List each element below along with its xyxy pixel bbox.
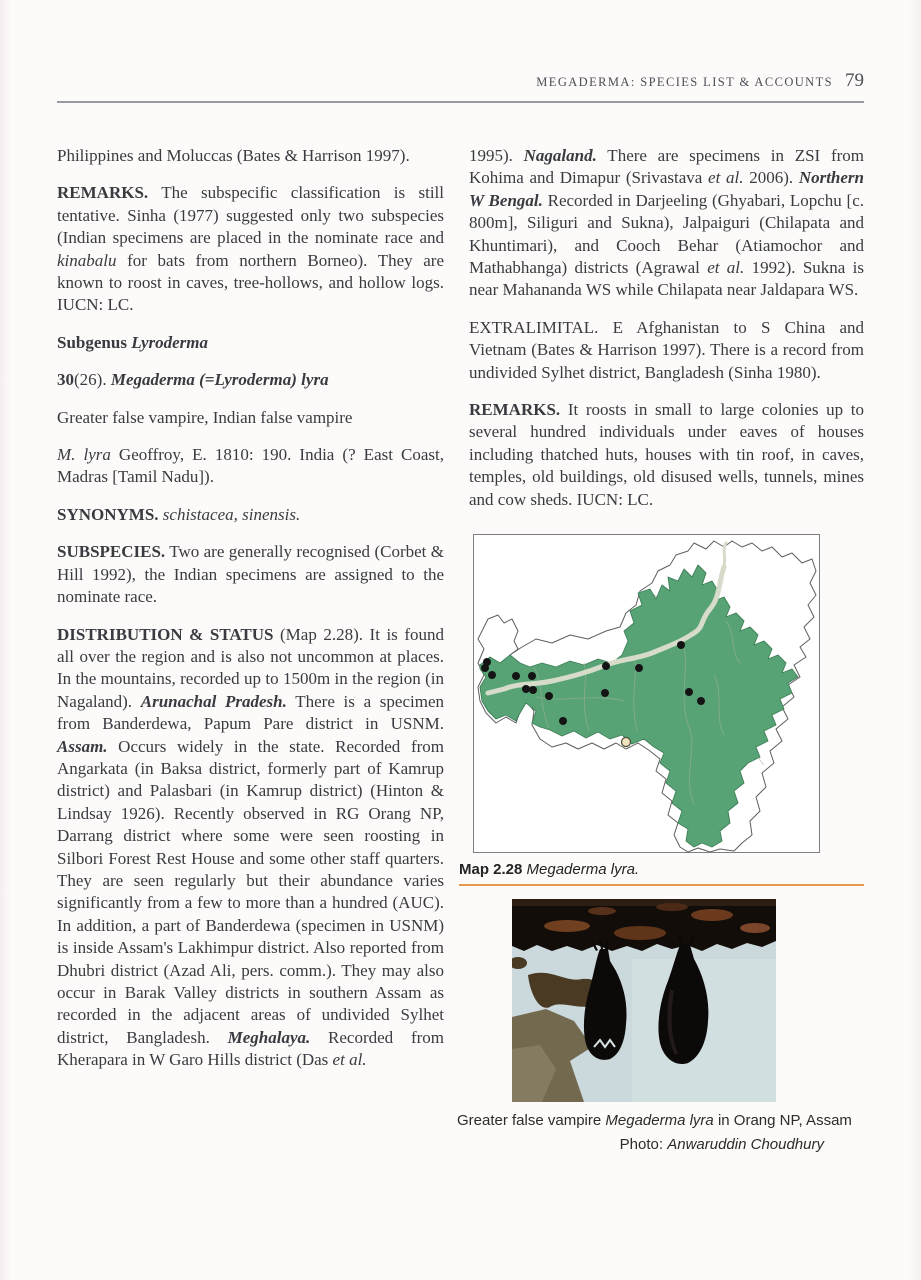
photo-caption: Greater false vampire Megaderma lyra in Orang NP, Assam [457,1112,852,1130]
species-heading: 30(26). Megaderma (=Lyroderma) lyra [57,370,329,390]
paragraph-nagaland-wbengal: 1995). Nagaland. There are specimens in ZSI from Kohima and Dimapur (Srivastava et al. 2006). Northern W Bengal. Recorded in Darjeeling (Ghyabari, Lopchu [c. 800m], Siliguri and Sukna), Jalpaiguri (Chilapata and Khuntimari), and Cooch Behar (Atiamochor and Mathabhanga) districts (Agrawal et al. 1992). Sukna is near Mahananda WS while Chilapata near Jaldapara WS. [469,146,865,300]
map-caption: Map 2.28 Megaderma lyra. [459,861,640,879]
record-dot [602,662,610,670]
text-columns [0,103,921,1153]
record-dot [677,641,685,649]
record-dot [685,688,693,696]
record-dot [488,671,496,679]
record-dot [635,664,643,672]
record-dot [545,692,553,700]
record-dot [697,697,705,705]
map-figure [459,534,864,886]
record-dot [529,686,537,694]
page-number: 79 [845,70,864,91]
map-svg [474,535,819,852]
photo-svg [512,899,776,1102]
record-dot [528,672,536,680]
paragraph-distribution-status: DISTRIBUTION & STATUS (Map 2.28). It is found all over the region and is also not uncommon at places. In the mountains, recorded up to 1500m in the region (in Nagaland). Arunachal Pradesh. There is a specimen from Banderdewa, Papum Pare district in USNM. Assam. Occurs widely in the state. Recorded from Angarkata (in Baksa district, formerly part of Kamrup district) and Palasbari (in Kamrup district) (Hinton & Lindsay 1926). Recently observed in RG Orang NP, Darrang district where some were seen roosting in Silbori Forest Rest House and some other staff quarters. They are seen regularly but their abundance varies significantly from a few to more than a hundred (AUC). In addition, a part of Banderdewa (specimen in USNM) is inside Assam's Lakhimpur district. Also reported from Dhubri district (Azad Ali, pers. comm.). They may also occur in Barak Valley districts in southern Assam as recorded in the adjacent areas of undivided Sylhet district, Bangladesh. Meghalaya. Recorded from Kherapara in W Garo Hills district (Das et al. [57,624,445,1070]
paragraph-synonyms: SYNONYMS. schistacea, sinensis. [57,504,301,524]
paragraph-extralimital: EXTRALIMITAL. E Afghanistan to S China and Vietnam (Bates & Harrison 1997). There is a record from undivided Sylhet district, Bangladesh (Sinha 1980). [469,317,864,382]
common-names: Greater false vampire, Indian false vampire [57,407,353,427]
paragraph-remarks-2: REMARKS. It roosts in small to large colonies up to several hundred individuals under eaves of houses including thatched huts, houses with tin roof, in caves, temples, old buildings, old disused wells, tunnels, mines and cow sheds. IUCN: LC. [469,400,864,509]
record-dot [601,689,609,697]
open-circle-marker [622,738,631,747]
map-accent-rule [459,884,864,886]
photo-figure [457,899,864,1154]
record-dot [522,685,530,693]
distribution-map [473,534,820,853]
paragraph-subspecies: SUBSPECIES. Two are generally recognised (Corbet & Hill 1992), the Indian specimens are assigned to the nominate race. [57,542,444,607]
paragraph-remarks-1: REMARKS. The subspecific classification is still tentative. Sinha (1977) suggested only two subspecies (Indian specimens are placed in the nominate race and kinabalu for bats from northern Borneo). They are known to roost in caves, tree-hollows, and hollow logs. IUCN: LC. [57,183,444,315]
record-dot [559,717,567,725]
left-column [57,145,444,1153]
record-dot [512,672,520,680]
subgenus-heading: Subgenus Lyroderma [57,332,208,352]
paragraph-philippines: Philippines and Moluccas (Bates & Harrison 1997). [57,146,410,165]
right-column [457,145,865,1154]
bat-photo [512,899,776,1102]
record-dot [481,664,489,672]
type-citation: M. lyra Geoffroy, E. 1810: 190. India (? East Coast, Madras [Tamil Nadu]). [57,445,444,487]
running-header-title: MEGADERMA: SPECIES LIST & ACCOUNTS [536,75,833,89]
photo-credit: Photo: Anwaruddin Choudhury [619,1136,824,1154]
page-header [57,0,864,92]
